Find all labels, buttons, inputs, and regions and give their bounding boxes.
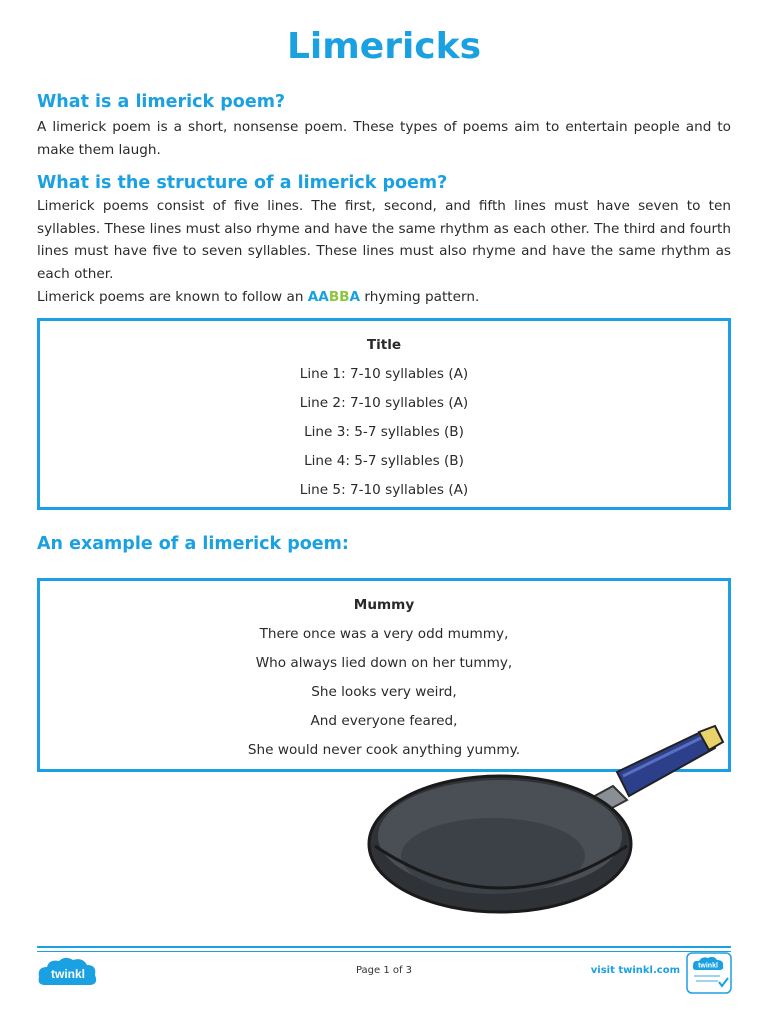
structure-line-4: Line 4: 5-7 syllables (B) (304, 453, 464, 469)
footer-divider (37, 946, 731, 948)
page-number: Page 1 of 3 (355, 965, 413, 976)
paragraph-structure: Limerick poems consist of five lines. The first, second, and fifth lines must have seven to ten syllables. These lines must also rhyme and have the same rhythm as each other. The third and fourth lines must have five to seven syllables. These lines must also rhyme and have the same rhythm as each other. (37, 198, 731, 282)
poem-line-3: She looks very weird, (311, 684, 457, 700)
structure-line-3: Line 3: 5-7 syllables (B) (304, 424, 464, 440)
poem-line-2: Who always lied down on her tummy, (255, 655, 513, 671)
pattern-bb: BB (328, 289, 350, 305)
poem-line-4: And everyone feared, (310, 713, 458, 729)
paragraph-rhyme-pattern (37, 286, 731, 309)
paragraph-what-is: A limerick poem is a short, nonsense poem. These types of poems aim to entertain people and to make them laugh. (37, 119, 731, 158)
twinkl-logo-text: twinkl (50, 967, 86, 981)
poem-title: Mummy (353, 597, 415, 613)
visit-link[interactable]: visit twinkl.com (590, 965, 680, 976)
quality-badge (686, 952, 732, 994)
structure-box-title: Title (366, 337, 402, 353)
heading-what-is: What is a limerick poem? (37, 92, 286, 112)
poem-line-1: There once was a very odd mummy, (259, 626, 509, 642)
structure-line-1: Line 1: 7-10 syllables (A) (299, 366, 469, 382)
structure-line-2: Line 2: 7-10 syllables (A) (299, 395, 469, 411)
heading-example: An example of a limerick poem: (37, 534, 349, 554)
footer-divider-thin (37, 951, 731, 952)
structure-line-5: Line 5: 7-10 syllables (A) (299, 482, 469, 498)
pattern-aa: AA (307, 289, 329, 305)
heading-structure: What is the structure of a limerick poem? (37, 173, 448, 193)
pattern-a: A (349, 289, 361, 305)
page-title: Limericks (286, 26, 481, 67)
poem-line-5: She would never cook anything yummy. (247, 742, 521, 758)
pattern-suffix: rhyming pattern. (360, 289, 480, 305)
pattern-prefix: Limerick poems are known to follow an (37, 289, 308, 305)
structure-box (37, 318, 731, 510)
badge-logo-text: twinkl (698, 962, 718, 970)
frying-pan-illustration (365, 724, 725, 924)
